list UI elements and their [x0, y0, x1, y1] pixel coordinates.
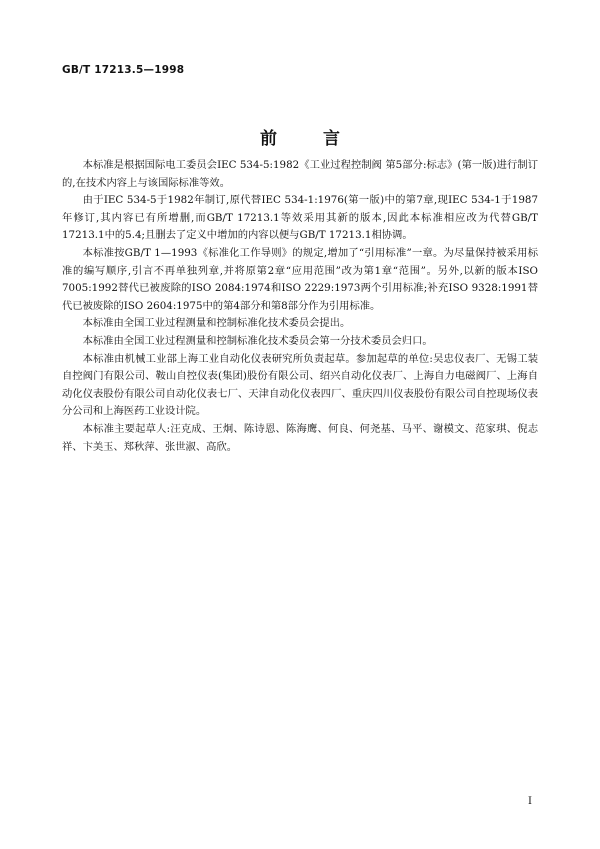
page-number: I: [528, 796, 532, 807]
paragraph-basis: 本标准是根据国际电工委员会IEC 534-5:1982《工业过程控制阀 第5部分:标志》(第一版)进行制订的,在技术内容上与该国际标准等效。: [62, 159, 538, 189]
paragraph-proposed-by: 本标准由全国工业过程测量和控制标准化技术委员会提出。: [82, 317, 351, 330]
paragraph-structure: 本标准按GB/T 1—1993《标准化工作导则》的规定,增加了“引用标准”一章。为尽量保持被采用标准的编写顺序,引言不再单独列章,并将原第2章“应用范围”改为第1章“范围”。另外,以新的版本ISO 7005:1992替代已被废除的ISO 2084:1974和ISO 2229:1973两个引用标准;补充ISO 9328:1991替代已被废除的ISO 2604:1975中的第4部分和第8部分作为引用标准。: [62, 246, 538, 312]
foreword-body: [62, 157, 538, 456]
section-title: 前 言: [260, 129, 360, 149]
paragraph-drafters: 本标准主要起草人:汪克成、王炯、陈诗恩、陈海鹰、何良、何尧基、马平、谢模文、范家琪、倪志祥、卞美玉、郑秋萍、张世淑、高欣。: [62, 422, 538, 453]
paragraph-drafting-units: 本标准由机械工业部上海工业自动化仪表研究所负责起草。参加起草的单位:吴忠仪表厂、无锡工装自控阀门有限公司、鞍山自控仪表(集团)股份有限公司、绍兴自动化仪表厂、上海自力电磁阀厂、上海自动化仪表股份有限公司自动化仪表七厂、天津自动化仪表四厂、重庆四川仪表股份有限公司自控现场仪表分公司和上海医药工业设计院。: [62, 352, 538, 418]
paragraph-centralized-by: 本标准由全国工业过程测量和控制标准化技术委员会第一分技术委员会归口。: [82, 334, 433, 347]
document-number: GB/T 17213.5—1998: [62, 64, 185, 76]
paragraph-revision: 由于IEC 534-5于1982年制订,原代替IEC 534-1:1976(第一版)中的第7章,现IEC 534-1于1987年修订,其内容已有所增删,而GB/T 17213.1等效采用其新的版本,因此本标准相应改为代替GB/T 17213.1中的5.4;且删去了定义中增加的内容以便与GB/T 17213.1相协调。: [62, 194, 538, 242]
